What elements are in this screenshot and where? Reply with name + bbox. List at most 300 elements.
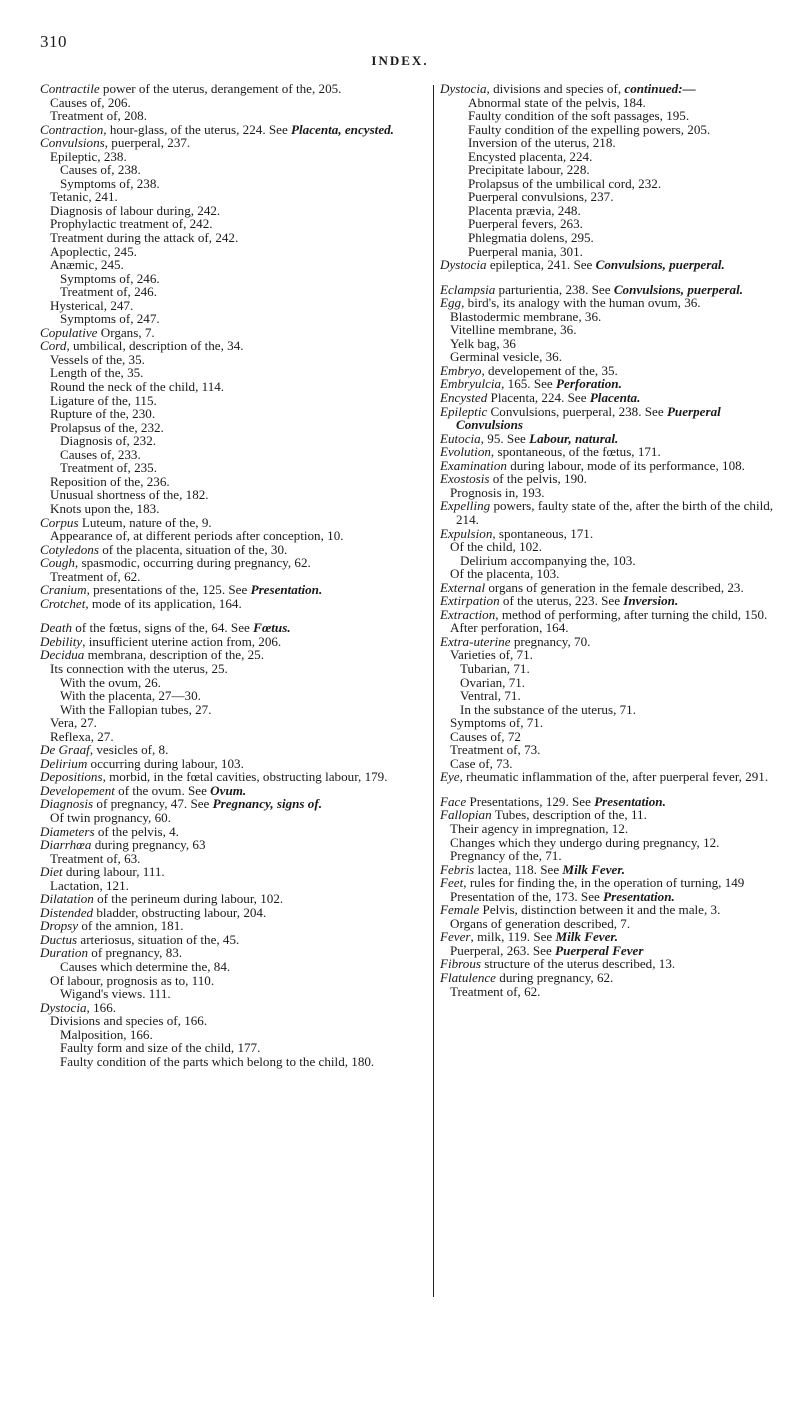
entry-heading: Fibrous [440,956,481,972]
index-entry [40,635,428,649]
entry-text: , 166. [86,999,117,1015]
index-entry [40,136,428,150]
entry-text: Vitelline membrane, 36. [450,322,577,338]
entry-heading: Exostosis [440,471,490,487]
index-entry [40,82,428,96]
index-entry [40,516,428,530]
entry-text: Malposition, 166. [60,1026,153,1042]
index-subentry [60,461,428,475]
index-subentry [450,337,788,351]
entry-heading: Extraction [440,606,496,622]
index-subentry [50,394,428,408]
cross-reference: Fœtus. [253,620,291,636]
entry-text: Pregnancy of the, 71. [450,848,562,864]
entry-heading: Contractile [40,81,100,96]
entry-text: membrana, description of the, 25. [84,647,264,663]
entry-heading: Dropsy [40,918,79,934]
entry-text: Ventral, 71. [460,688,521,704]
entry-text: Knots upon the, 183. [50,500,160,516]
entry-text: Luteum, nature of the, 9. [78,514,212,530]
index-subentry [468,163,788,177]
index-entry [440,608,788,622]
entry-text: , rheumatic inflammation of the, after puerperal fever, 291. [459,769,769,785]
cross-reference: Milk Fever. [555,929,619,945]
index-entry [440,499,788,526]
entry-text: of the ovum. See [114,782,211,798]
entry-text: Unusual shortness of the, 182. [50,487,209,503]
entry-text: Of labour, prognosis as to, 110. [50,972,215,988]
index-subentry [450,822,788,836]
entry-text: Causes of, 206. [50,94,131,110]
index-subentry [60,1028,428,1042]
entry-text: Treatment of, 62. [50,568,141,584]
entry-text: Puerperal convulsions, 237. [468,189,614,205]
cross-reference: Milk Fever. [562,861,625,877]
entry-heading: De Graaf [40,742,90,758]
index-subentry [60,434,428,448]
entry-text: , puerperal, 237. [104,135,191,151]
entry-text: Case of, 73. [450,755,513,771]
entry-text: , insufficient uterine action from, 206. [82,633,282,649]
index-subentry [60,987,428,1001]
index-entry [440,459,788,473]
entry-heading: Dystocia [440,81,487,96]
index-subentry [50,353,428,367]
index-entry [440,795,788,809]
entry-heading: Copulative [40,324,98,340]
entry-heading: Examination [440,457,507,473]
entry-text: Ligature of the, 115. [50,392,157,408]
entry-text: Tubarian, 71. [460,660,530,676]
index-subentry [450,716,788,730]
entry-text: Of twin prognancy, 60. [50,809,171,825]
index-subentry [60,312,428,326]
entry-text: , spasmodic, occurring during pregnancy, 62. [74,555,311,571]
index-subentry [468,177,788,191]
index-subentry [50,380,428,394]
entry-heading: Expulsion [440,525,493,541]
entry-text: , rules for finding the, in the operation of turning, 149 [463,875,745,891]
entry-heading: Distended [40,904,94,920]
entry-text: In the substance of the uterus, 71. [460,701,636,717]
entry-heading: Contraction [40,121,104,137]
entry-heading: Delirium [40,755,88,771]
index-entry [40,865,428,879]
index-subentry [450,310,788,324]
entry-text: Appearance of, at different periods after conception, 10. [50,528,344,544]
index-entry [40,933,428,947]
index-entry [440,405,788,432]
entry-text: powers, faulty state of the, after the birth of the child, 214. [456,498,774,527]
entry-text: power of the uterus, derangement of the, 205. [99,81,342,96]
entry-text: Delirium accompanying the, 103. [460,552,636,568]
entry-text: Symptoms of, 71. [450,715,544,731]
entry-heading: External [440,579,486,595]
index-subentry [50,421,428,435]
index-entry [440,808,788,822]
index-entry [40,757,428,771]
index-subentry [450,849,788,863]
cross-reference: Inversion. [623,593,679,609]
index-subentry [468,136,788,150]
index-subentry [50,245,428,259]
index-subentry [460,703,788,717]
index-subentry [50,366,428,380]
entry-text: occurring during labour, 103. [87,755,244,771]
entry-text: parturientia, 238. See [495,281,614,297]
entry-text: pregnancy, 70. [510,633,591,649]
entry-text: Of the placenta, 103. [450,566,560,582]
index-subentry [50,811,428,825]
index-entry [440,594,788,608]
index-entry [440,377,788,391]
entry-heading: Eclampsia [440,281,496,297]
entry-text: Puerperal, 263. See [450,942,556,958]
index-subentry [450,567,788,581]
cross-reference: Presentation. [594,793,666,809]
entry-heading: Extirpation [440,593,500,609]
entry-text: of the perineum during labour, 102. [93,891,284,907]
entry-text: organs of generation in the female described, 23. [485,579,744,595]
index-subentry [60,272,428,286]
index-entry [40,648,428,662]
index-subentry [60,703,428,717]
index-subentry [60,1055,428,1069]
cross-reference: Labour, natural. [529,430,619,446]
index-subentry [468,150,788,164]
entry-text: of the fœtus, signs of the, 64. See [72,620,254,636]
entry-text: Apoplectic, 245. [50,243,137,259]
index-entry [440,296,788,310]
entry-text: during labour, mode of its performance, 108. [506,457,745,473]
entry-heading: Epileptic [440,403,488,419]
index-subentry [50,570,428,584]
entry-text: , vesicles of, 8. [89,742,169,758]
entry-heading: Eye [440,769,460,785]
cross-reference: continued:— [624,81,696,96]
index-entry [440,876,788,890]
index-entry [40,784,428,798]
entry-text: Symptoms of, 246. [60,270,160,286]
entry-text: Organs, 7. [97,324,155,340]
entry-text: Reflexa, 27. [50,728,114,744]
index-entry [40,797,428,811]
entry-text: during pregnancy, 62. [496,970,614,985]
entry-text: Treatment of, 73. [450,742,541,758]
entry-text: Its connection with the uterus, 25. [50,660,228,676]
index-column-left [40,82,428,1068]
index-subentry [450,350,788,364]
entry-text: , mode of its application, 164. [85,595,242,611]
entry-text: , divisions and species of, [486,81,625,96]
entry-text: lactea, 118. See [474,861,563,877]
entry-text: Wigand's views. 111. [60,986,171,1002]
index-subentry [50,974,428,988]
index-subentry [60,163,428,177]
entry-text: Hysterical, 247. [50,297,134,313]
index-entry [440,364,788,378]
cross-reference: Perforation. [556,376,622,392]
entry-text: Presentation of the, 173. See [450,888,604,904]
cross-reference: Pregnancy, signs of. [212,796,322,812]
index-subentry [468,231,788,245]
entry-text: Symptoms of, 247. [60,311,160,327]
cross-reference: Placenta. [589,390,641,406]
entry-text: Prognosis in, 193. [450,484,545,500]
index-subentry [450,944,788,958]
entry-text: , hour-glass, of the uterus, 224. See [103,121,292,137]
entry-text: , 165. See [501,376,557,392]
entry-text: Reposition of the, 236. [50,473,170,489]
entry-text: Faulty form and size of the child, 177. [60,1040,261,1056]
entry-text: , presentations of the, 125. See [86,582,251,598]
entry-text: Varieties of, 71. [450,647,533,663]
index-subentry [50,502,428,516]
index-subentry [450,730,788,744]
index-subentry [60,676,428,690]
entry-text: during labour, 111. [62,864,165,880]
entry-heading: Cranium [40,582,87,598]
index-entry [440,82,788,96]
entry-heading: Convulsions [40,135,105,151]
entry-heading: Encysted [440,390,488,406]
entry-heading: Female [440,902,480,918]
index-subentry [60,177,428,191]
entry-text: Of the child, 102. [450,539,543,555]
entry-text: structure of the uterus described, 13. [480,956,676,972]
entry-heading: Depositions [40,769,103,785]
cross-reference: Convulsions, puerperal. [595,257,725,273]
index-subentry [468,204,788,218]
entry-text: , method of performing, after turning the child, 150. [495,606,768,622]
entry-heading: Expelling [440,498,491,514]
index-subentry [450,757,788,771]
entry-text: Germinal vesicle, 36. [450,349,562,365]
cross-reference: Ovum. [210,782,247,798]
index-subentry [450,486,788,500]
index-subentry [50,852,428,866]
column-divider [433,85,434,1297]
entry-text: Tubes, description of the, 11. [491,807,647,823]
entry-text: Causes of, 238. [60,162,141,178]
entry-heading: Diameters [40,823,95,839]
index-entry [440,472,788,486]
entry-text: Faulty condition of the parts which belong to the child, 180. [60,1053,375,1069]
entry-text: Length of the, 35. [50,365,144,381]
entry-text: With the ovum, 26. [60,674,161,690]
entry-text: After perforation, 164. [450,620,569,636]
entry-heading: Feet [440,875,464,891]
entry-text: Vessels of the, 35. [50,351,145,367]
entry-text: , spontaneous, of the fœtus, 171. [490,444,661,460]
index-entry [440,527,788,541]
index-subentry [450,836,788,850]
index-column-right [440,82,788,998]
index-subentry [60,960,428,974]
entry-text: Pelvis, distinction between it and the male, 3. [479,902,721,918]
entry-text: Ovarian, 71. [460,674,526,690]
entry-text: Their agency in impregnation, 12. [450,820,629,836]
entry-text: Puerperal mania, 301. [468,243,583,259]
entry-text: Prophylactic treatment of, 242. [50,216,213,232]
index-subentry [50,529,428,543]
entry-text: Causes of, 233. [60,446,141,462]
entry-text: Prolapsus of the umbilical cord, 232. [468,175,662,191]
index-entry [40,906,428,920]
entry-text: Divisions and species of, 166. [50,1013,208,1029]
index-entry [440,432,788,446]
entry-text: Vera, 27. [50,715,97,731]
entry-text: , bird's, its analogy with the human ovum, 36. [461,295,701,311]
entry-text: Rupture of the, 230. [50,406,156,422]
entry-text: during pregnancy, 63 [91,837,206,853]
index-entry [40,919,428,933]
index-subentry [468,123,788,137]
page-number: 310 [40,32,67,51]
entry-text: Epileptic, 238. [50,148,127,164]
entry-text: , developement of the, 35. [481,362,618,378]
index-entry [440,971,788,985]
entry-text: Prolapsus of the, 232. [50,419,164,435]
index-subentry [450,621,788,635]
index-entry [440,391,788,405]
index-subentry [60,285,428,299]
entry-text: bladder, obstructing labour, 204. [93,904,267,920]
entry-text: Treatment during the attack of, 242. [50,230,239,246]
entry-text: Causes which determine the, 84. [60,959,231,974]
entry-heading: Flatulence [440,970,496,985]
entry-text: Precipitate labour, 228. [468,162,590,178]
entry-text: Causes of, 72 [450,728,521,744]
index-subentry [468,245,788,259]
entry-text: Treatment of, 246. [60,284,157,300]
entry-heading: Fallopian [440,807,492,823]
entry-text: of the amnion, 181. [78,918,184,934]
cross-reference: Presentation. [603,888,675,904]
index-entry [40,838,428,852]
entry-text: Diagnosis of, 232. [60,433,157,449]
entry-heading: Egg [440,295,462,311]
entry-text: of pregnancy, 47. See [93,796,213,812]
index-entry [40,597,428,611]
entry-text: Faulty condition of the expelling powers, 205. [468,121,711,137]
cross-reference: Puerperal Convulsions [456,403,721,433]
index-entry [40,825,428,839]
entry-text: of pregnancy, 83. [88,945,183,961]
index-entry [440,258,788,272]
index-subentry [50,150,428,164]
entry-text: Diagnosis of labour during, 242. [50,202,221,218]
entry-text: , morbid, in the fœtal cavities, obstructing labour, 179. [102,769,388,785]
entry-text: Placenta prævia, 248. [468,202,581,218]
running-head: INDEX. [371,53,429,68]
entry-heading: Diagnosis [40,796,94,812]
index-entry [40,123,428,137]
entry-text: Treatment of, 63. [50,850,141,866]
index-entry [440,863,788,877]
entry-heading: Diarrhœa [40,837,92,853]
index-subentry [460,662,788,676]
entry-heading: Embryo [440,362,482,378]
index-entry [440,445,788,459]
index-subentry [50,879,428,893]
index-subentry [468,190,788,204]
index-subentry [450,890,788,904]
entry-text: Lactation, 121. [50,877,129,893]
entry-text: Placenta, 224. See [487,390,590,406]
entry-heading: Dystocia [440,257,487,273]
entry-text: Anæmic, 245. [50,257,124,273]
index-subentry [450,743,788,757]
entry-text: of the pelvis, 190. [489,471,587,487]
index-subentry [450,540,788,554]
index-subentry [50,730,428,744]
entry-text: Organs of generation described, 7. [450,915,631,931]
entry-text: Yelk bag, 36 [450,335,516,351]
entry-text: epileptica, 241. See [486,257,596,273]
entry-heading: Dilatation [40,891,94,907]
index-entry [40,621,428,635]
index-subentry [450,648,788,662]
cross-reference: Presentation. [250,582,323,598]
index-subentry [460,676,788,690]
index-subentry [50,662,428,676]
entry-text: Treatment of, 235. [60,460,157,476]
entry-text: Convulsions, puerperal, 238. See [487,403,667,419]
entry-heading: Febris [440,861,475,877]
cross-reference: Placenta, encysted. [291,121,394,137]
entry-text: Blastodermic membrane, 36. [450,308,602,324]
index-subentry [468,96,788,110]
index-subentry [50,109,428,123]
index-subentry [468,217,788,231]
index-entry [40,743,428,757]
entry-text: , umbilical, description of the, 34. [66,338,244,354]
entry-text: Symptoms of, 238. [60,175,160,191]
index-subentry [450,985,788,999]
entry-text: arteriosus, situation of the, 45. [77,931,240,947]
index-entry [40,892,428,906]
entry-text: Phlegmatia dolens, 295. [468,230,594,246]
entry-heading: Eutocia [440,430,481,446]
index-subentry [50,231,428,245]
entry-heading: Cough [40,555,75,571]
index-entry [40,543,428,557]
index-subentry [468,109,788,123]
cross-reference: Puerperal Fever [555,942,644,958]
index-subentry [50,716,428,730]
index-subentry [50,258,428,272]
entry-text: Puerperal fevers, 263. [468,216,583,232]
entry-heading: Death [40,620,72,636]
entry-heading: Crotchet [40,595,86,611]
index-subentry [460,689,788,703]
index-subentry [50,475,428,489]
entry-text: Encysted placenta, 224. [468,148,593,164]
entry-heading: Evolution [440,444,491,460]
entry-heading: Cord [40,338,67,354]
entry-text: Changes which they undergo during pregnancy, 12. [450,834,720,850]
index-entry [440,770,788,784]
index-subentry [50,407,428,421]
index-subentry [50,217,428,231]
index-entry [440,283,788,297]
index-subentry [60,448,428,462]
index-subentry [460,554,788,568]
index-subentry [450,917,788,931]
entry-heading: Debility [40,633,83,649]
index-subentry [50,299,428,313]
